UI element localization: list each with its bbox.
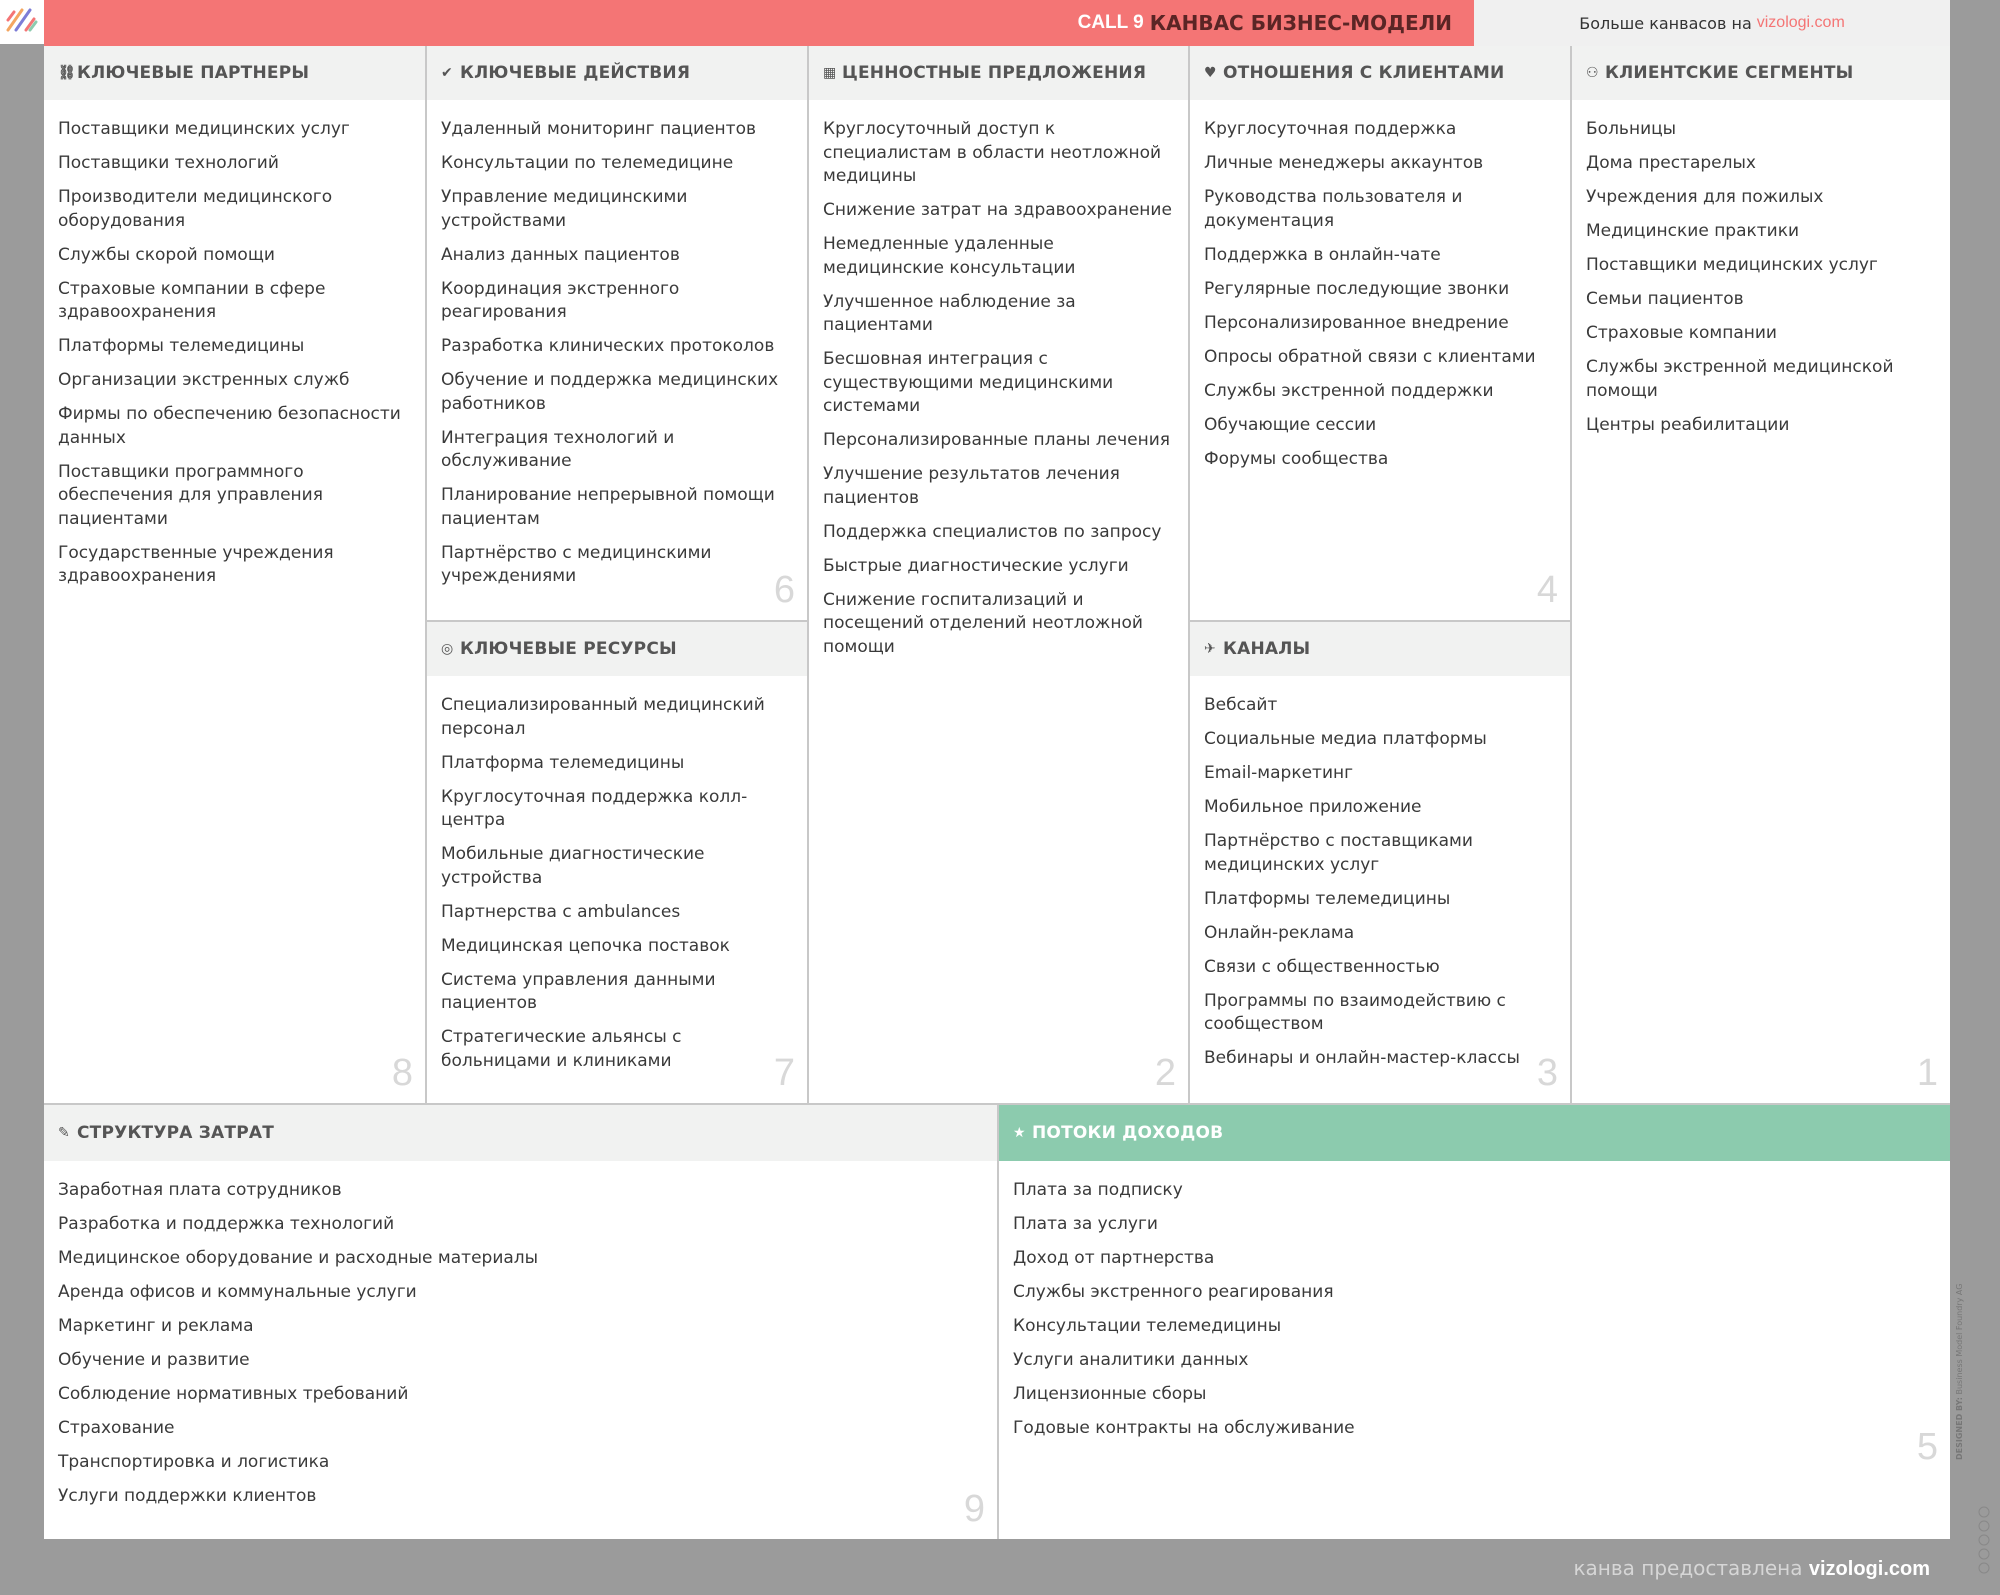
- business-model-canvas: [44, 46, 1950, 1539]
- value-propositions-list: [809, 100, 1188, 659]
- plane-icon: ✈: [1204, 641, 1216, 657]
- customer-relationships-item: Поддержка в онлайн-чате: [1204, 244, 1441, 265]
- key-partners-item: Фирмы по обеспечению безопасности данных: [58, 404, 401, 448]
- divider: [1188, 46, 1190, 1105]
- key-resources-list: [427, 676, 807, 1073]
- customer-segments-list: [1572, 100, 1950, 437]
- customer-relationships-item: Руководства пользователя и документация: [1204, 187, 1463, 231]
- key-partners-title: КЛЮЧЕВЫЕ ПАРТНЕРЫ: [77, 63, 310, 83]
- key-activities-item: Разработка клинических протоколов: [441, 336, 775, 356]
- link-icon: ⛓: [58, 65, 76, 81]
- key-partners-item: Страховые компании в сфере здравоохранения: [58, 278, 326, 322]
- block-number: 9: [963, 1488, 985, 1530]
- value-propositions-header: [809, 46, 1188, 100]
- channels-block: [1190, 622, 1570, 1103]
- customer-segments-item: Центры реабилитации: [1586, 414, 1790, 435]
- designed-by-label: DESIGNED BY:: [1955, 1397, 1964, 1460]
- cost-structure-item: Медицинское оборудование и расходные материалы: [58, 1248, 539, 1268]
- revenue-streams-item: Плата за подписку: [1013, 1180, 1183, 1200]
- customer-relationships-item: Обучающие сессии: [1204, 414, 1377, 435]
- revenue-streams-item: Лицензионные сборы: [1013, 1384, 1207, 1404]
- channels-title: КАНАЛЫ: [1223, 639, 1311, 659]
- key-resources-item: Стратегические альянсы с больницами и клиниками: [441, 1027, 682, 1071]
- channels-item: Платформы телемедицины: [1204, 888, 1451, 909]
- revenue-streams-item: Доход от партнерства: [1013, 1248, 1215, 1268]
- key-resources-item: Круглосуточная поддержка колл-центра: [441, 786, 748, 830]
- key-activities-item: Обучение и поддержка медицинских работников: [441, 370, 779, 414]
- divider: [1190, 620, 1570, 622]
- customer-relationships-item: Службы экстренной поддержки: [1204, 380, 1494, 401]
- customer-segments-title: КЛИЕНТСКИЕ СЕГМЕНТЫ: [1605, 63, 1854, 83]
- foundry-name: Business Model Foundry AG: [1955, 1283, 1964, 1395]
- customer-relationships-item: Опросы обратной связи с клиентами: [1204, 346, 1536, 367]
- cost-structure-header: [44, 1105, 997, 1161]
- value-propositions-block: [809, 46, 1188, 1103]
- customer-relationships-item: Персонализированное внедрение: [1204, 312, 1509, 333]
- block-number: 8: [391, 1052, 413, 1094]
- key-resources-item: Партнерства с ambulances: [441, 901, 681, 922]
- customer-segments-item: Семьи пациентов: [1586, 289, 1744, 309]
- channels-header: [1190, 622, 1570, 676]
- customer-segments-item: Поставщики медицинских услуг: [1586, 255, 1878, 275]
- cost-structure-item: Обучение и развитие: [58, 1350, 250, 1370]
- cost-structure-title: СТРУКТУРА ЗАТРАТ: [77, 1123, 275, 1143]
- revenue-streams-list: [999, 1161, 1950, 1441]
- vizologi-logo[interactable]: [0, 0, 44, 44]
- more-canvases-text: Больше канвасов на: [1579, 13, 1752, 33]
- customer-segments-item: Дома престарелых: [1586, 153, 1756, 173]
- divider: [1570, 46, 1572, 1105]
- key-activities-item: Консультации по телемедицине: [441, 153, 734, 173]
- cost-structure-item: Аренда офисов и коммунальные услуги: [58, 1282, 417, 1302]
- customer-relationships-list: [1190, 100, 1570, 471]
- check-icon: ✔: [441, 65, 453, 81]
- cost-structure-item: Услуги поддержки клиентов: [58, 1486, 317, 1506]
- customer-relationships-block: [1190, 46, 1570, 620]
- customer-relationships-header: [1190, 46, 1570, 100]
- star-icon: ★: [1013, 1125, 1026, 1141]
- call-label: CALL 9: [1077, 12, 1144, 33]
- revenue-streams-item: Плата за услуги: [1013, 1214, 1158, 1234]
- value-propositions-item: Улучшенное наблюдение за пациентами: [823, 291, 1076, 335]
- cost-structure-block: [44, 1105, 997, 1539]
- key-resources-item: Мобильные диагностические устройства: [441, 844, 705, 888]
- key-partners-item: Поставщики технологий: [58, 153, 279, 173]
- heart-icon: ♥: [1204, 65, 1217, 81]
- channels-item: Онлайн-реклама: [1204, 922, 1355, 943]
- customer-segments-item: Учреждения для пожилых: [1586, 187, 1824, 207]
- value-propositions-item: Круглосуточный доступ к специалистам в области неотложной медицины: [823, 119, 1162, 186]
- key-partners-item: Поставщики медицинских услуг: [58, 119, 350, 139]
- value-propositions-item: Снижение госпитализаций и посещений отделений неотложной помощи: [823, 589, 1143, 657]
- key-partners-item: Государственные учреждения здравоохранения: [58, 542, 334, 586]
- key-activities-block: [427, 46, 807, 620]
- key-activities-item: Анализ данных пациентов: [441, 244, 680, 265]
- cost-structure-item: Страхование: [58, 1418, 175, 1438]
- customer-segments-item: Службы экстренной медицинской помощи: [1586, 357, 1894, 401]
- cost-structure-list: [44, 1161, 997, 1509]
- key-resources-header: [427, 622, 807, 676]
- footer-text: канва предоставлена: [1573, 1556, 1803, 1580]
- value-propositions-item: Снижение затрат на здравоохранение: [823, 200, 1172, 220]
- tag-icon: ✎: [58, 1125, 70, 1141]
- customer-segments-item: Больницы: [1586, 119, 1677, 139]
- channels-item: Вебсайт: [1204, 695, 1278, 715]
- key-resources-block: [427, 622, 807, 1103]
- canvas-title-bar: [44, 0, 1474, 46]
- key-resources-item: Медицинская цепочка поставок: [441, 935, 730, 956]
- revenue-streams-block: [999, 1105, 1950, 1539]
- key-resources-item: Специализированный медицинский персонал: [441, 695, 765, 739]
- channels-item: Вебинары и онлайн-мастер-классы: [1204, 1048, 1520, 1068]
- revenue-streams-item: Услуги аналитики данных: [1013, 1350, 1249, 1370]
- logo-icon: [0, 0, 44, 44]
- block-number: 6: [773, 569, 795, 611]
- globe-icon: ◎: [441, 641, 454, 657]
- key-activities-item: Партнёрство с медицинскими учреждениями: [441, 542, 712, 586]
- key-partners-item: Службы скорой помощи: [58, 244, 275, 265]
- channels-item: Связи с общественностью: [1204, 956, 1440, 977]
- channels-item: Социальные медиа платформы: [1204, 729, 1487, 749]
- channels-item: Email-маркетинг: [1204, 763, 1354, 783]
- customer-relationships-item: Круглосуточная поддержка: [1204, 119, 1457, 139]
- divider: [425, 46, 427, 1105]
- key-activities-title: КЛЮЧЕВЫЕ ДЕЙСТВИЯ: [460, 63, 691, 83]
- value-propositions-item: Быстрые диагностические услуги: [823, 555, 1129, 576]
- key-partners-list: [44, 100, 425, 589]
- key-activities-item: Планирование непрерывной помощи пациентам: [441, 485, 775, 529]
- customer-relationships-item: Регулярные последующие звонки: [1204, 278, 1510, 299]
- customer-relationships-title: ОТНОШЕНИЯ С КЛИЕНТАМИ: [1223, 63, 1505, 83]
- designer-credit-text: [1955, 1260, 1964, 1460]
- divider: [997, 1105, 999, 1539]
- key-resources-title: КЛЮЧЕВЫЕ РЕСУРСЫ: [460, 639, 677, 659]
- revenue-streams-item: Службы экстренного реагирования: [1013, 1282, 1334, 1302]
- block-number: 1: [1916, 1052, 1938, 1094]
- customer-segments-block: [1572, 46, 1950, 1103]
- divider: [427, 620, 807, 622]
- gift-icon: ▦: [823, 65, 837, 81]
- divider: [807, 46, 809, 1105]
- key-partners-item: Поставщики программного обеспечения для управления пациентами: [58, 461, 323, 529]
- key-partners-header: [44, 46, 425, 100]
- cost-structure-item: Маркетинг и реклама: [58, 1316, 254, 1336]
- value-propositions-item: Персонализированные планы лечения: [823, 430, 1171, 450]
- block-number: 7: [773, 1052, 795, 1094]
- key-partners-item: Платформы телемедицины: [58, 336, 305, 356]
- customer-segments-header: [1572, 46, 1950, 100]
- cost-structure-item: Соблюдение нормативных требований: [58, 1384, 409, 1404]
- revenue-streams-header: [999, 1105, 1950, 1161]
- key-activities-item: Интеграция технологий и обслуживание: [441, 427, 675, 471]
- key-activities-header: [427, 46, 807, 100]
- key-resources-item: Система управления данными пациентов: [441, 969, 716, 1013]
- footer-brand-link[interactable]: vizologi.com: [1808, 1558, 1930, 1580]
- value-propositions-title: ЦЕННОСТНЫЕ ПРЕДЛОЖЕНИЯ: [842, 63, 1147, 83]
- revenue-streams-item: Годовые контракты на обслуживание: [1013, 1418, 1355, 1438]
- block-number: 3: [1536, 1052, 1558, 1094]
- block-number: 5: [1916, 1426, 1938, 1468]
- cost-structure-item: Разработка и поддержка технологий: [58, 1214, 395, 1234]
- channels-item: Программы по взаимодействию с сообществом: [1204, 990, 1506, 1034]
- key-activities-item: Координация экстренного реагирования: [441, 278, 680, 322]
- key-partners-block: [44, 46, 425, 1103]
- cost-structure-item: Заработная плата сотрудников: [58, 1180, 342, 1200]
- block-number: 4: [1536, 569, 1558, 611]
- channels-item: Мобильное приложение: [1204, 797, 1422, 817]
- value-propositions-item: Поддержка специалистов по запросу: [823, 521, 1162, 542]
- block-number: 2: [1154, 1052, 1176, 1094]
- footer-credit[interactable]: [1573, 1556, 1930, 1581]
- vizologi-link[interactable]: vizologi.com: [1756, 14, 1845, 31]
- channels-item: Партнёрство с поставщиками медицинских услуг: [1204, 831, 1473, 875]
- channels-list: [1190, 676, 1570, 1071]
- key-activities-item: Управление медицинскими устройствами: [441, 187, 688, 231]
- value-propositions-item: Улучшение результатов лечения пациентов: [823, 464, 1120, 508]
- customer-segments-item: Медицинские практики: [1586, 221, 1800, 241]
- value-propositions-item: Немедленные удаленные медицинские консультации: [823, 234, 1076, 278]
- value-propositions-item: Бесшовная интеграция с существующими медицинскими системами: [823, 349, 1114, 416]
- customer-segments-item: Страховые компании: [1586, 323, 1777, 343]
- cost-structure-item: Транспортировка и логистика: [58, 1452, 330, 1472]
- revenue-streams-title: ПОТОКИ ДОХОДОВ: [1032, 1123, 1224, 1143]
- key-partners-item: Организации экстренных служб: [58, 370, 350, 390]
- customer-relationships-item: Форумы сообщества: [1204, 448, 1389, 469]
- key-partners-item: Производители медицинского оборудования: [58, 187, 333, 231]
- customer-relationships-item: Личные менеджеры аккаунтов: [1204, 153, 1484, 173]
- more-canvases-banner[interactable]: [1474, 0, 1950, 46]
- key-resources-item: Платформа телемедицины: [441, 752, 685, 773]
- key-activities-item: Удаленный мониторинг пациентов: [441, 119, 756, 139]
- people-icon: ⚇: [1586, 65, 1599, 81]
- canvas-title: КАНВАС БИЗНЕС-МОДЕЛИ: [1149, 11, 1452, 35]
- revenue-streams-item: Консультации телемедицины: [1013, 1316, 1282, 1336]
- key-activities-list: [427, 100, 807, 589]
